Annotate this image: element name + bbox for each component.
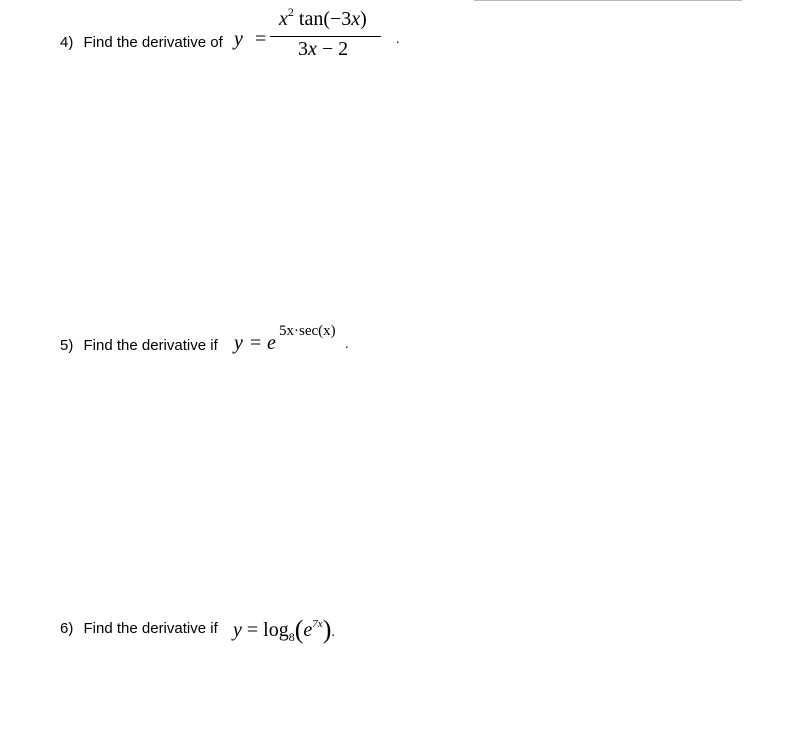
open-paren: ( xyxy=(294,615,304,644)
denominator-coefficient: 3 xyxy=(298,38,308,60)
inner-base: e xyxy=(303,619,313,641)
lhs-variable: y xyxy=(233,619,242,641)
log-function: log xyxy=(263,619,289,641)
problem-4 xyxy=(60,34,223,51)
top-divider xyxy=(474,0,742,1)
denominator-rest: − 2 xyxy=(316,38,349,60)
problem-5 xyxy=(60,337,218,354)
end-period: . xyxy=(331,625,335,640)
log-expression xyxy=(233,613,335,645)
close-paren: ) xyxy=(322,615,332,644)
lhs-variable: y xyxy=(234,332,243,354)
problem-number: 4) xyxy=(60,34,74,51)
fraction-numerator xyxy=(279,5,367,31)
log-base: 8 xyxy=(288,630,295,644)
denominator-variable: x xyxy=(308,38,317,60)
problem-prompt: Find the derivative if xyxy=(83,620,218,637)
numerator-variable-2: x xyxy=(351,8,361,30)
lhs-variable: y xyxy=(234,28,243,50)
problem-number: 6) xyxy=(60,620,74,637)
fraction-denominator xyxy=(298,38,348,61)
problem-prompt: Find the derivative if xyxy=(83,337,218,354)
equals-sign: = xyxy=(250,332,262,354)
equals-sign: = xyxy=(255,28,267,50)
problem-6 xyxy=(60,620,218,637)
exponent-expression: 5x·sec(x) xyxy=(279,323,336,339)
numerator-variable: x xyxy=(279,8,288,30)
problem-number: 5) xyxy=(60,337,74,354)
inner-exponent: 7x xyxy=(312,618,323,630)
problem-prompt: Find the derivative of xyxy=(83,34,223,51)
numerator-exponent: 2 xyxy=(287,5,294,19)
equals-sign: = xyxy=(241,619,264,641)
fraction-bar xyxy=(270,36,381,37)
end-period: . xyxy=(345,337,349,352)
end-period: . xyxy=(396,32,400,47)
exponential-base: e xyxy=(267,332,276,354)
numerator-function: tan(−3 xyxy=(293,8,352,30)
numerator-close-paren: ) xyxy=(360,8,367,30)
